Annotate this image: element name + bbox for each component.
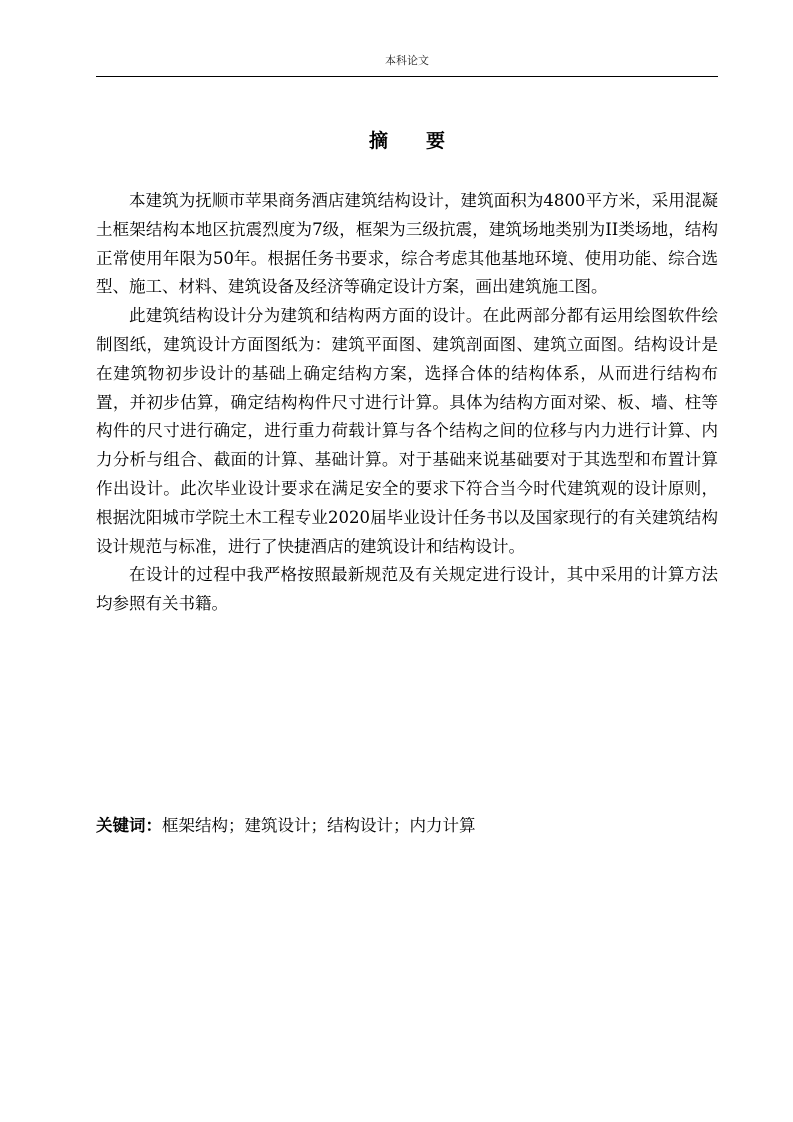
keywords-label: 关键词： [96, 816, 162, 835]
abstract-body [96, 187, 718, 619]
abstract-paragraph-1: 本建筑为抚顺市苹果商务酒店建筑结构设计，建筑面积为4800平方米，采用混凝土框架结构本地区抗震烈度为7级，框架为三级抗震，建筑场地类别为II类场地，结构正常使用年限为50年。根据任务书要求，综合考虑其他基地环境、使用功能、综合选型、施工、材料、建筑设备及经济等确定设计方案，画出建筑施工图。 [96, 191, 718, 297]
abstract-paragraph-2: 此建筑结构设计分为建筑和结构两方面的设计。在此两部分都有运用绘图软件绘制图纸，建筑设计方面图纸为：建筑平面图、建筑剖面图、建筑立面图。结构设计是在建筑物初步设计的基础上确定结构方案，选择合体的结构体系，从而进行结构布置，并初步估算，确定结构构件尺寸进行计算。具体为结构方面对梁、板、墙、柱等构件的尺寸进行确定，进行重力荷载计算与各个结构之间的位移与内力进行计算、内力分析与组合、截面的计算、基础计算。对于基础来说基础要对于其选型和布置计算作出设计。此次毕业设计要求在满足安全的要求下符合当今时代建筑观的设计原则，根据沈阳城市学院土木工程专业2020届毕业设计任务书以及国家现行的有关建筑结构设计规范与标准，进行了快捷酒店的建筑设计和结构设计。 [96, 306, 718, 556]
title-char-2: 要 [426, 130, 446, 152]
abstract-title [96, 127, 718, 155]
header-text: 本科论文 [385, 54, 429, 67]
abstract-paragraph-3: 在设计的过程中我严格按照最新规范及有关规定进行设计，其中采用的计算方法均参照有关书籍。 [96, 565, 718, 614]
title-char-1: 摘 [368, 130, 388, 152]
page-header [96, 54, 718, 77]
keywords-text: 框架结构；建筑设计；结构设计；内力计算 [162, 816, 476, 835]
keywords-line [96, 812, 718, 840]
